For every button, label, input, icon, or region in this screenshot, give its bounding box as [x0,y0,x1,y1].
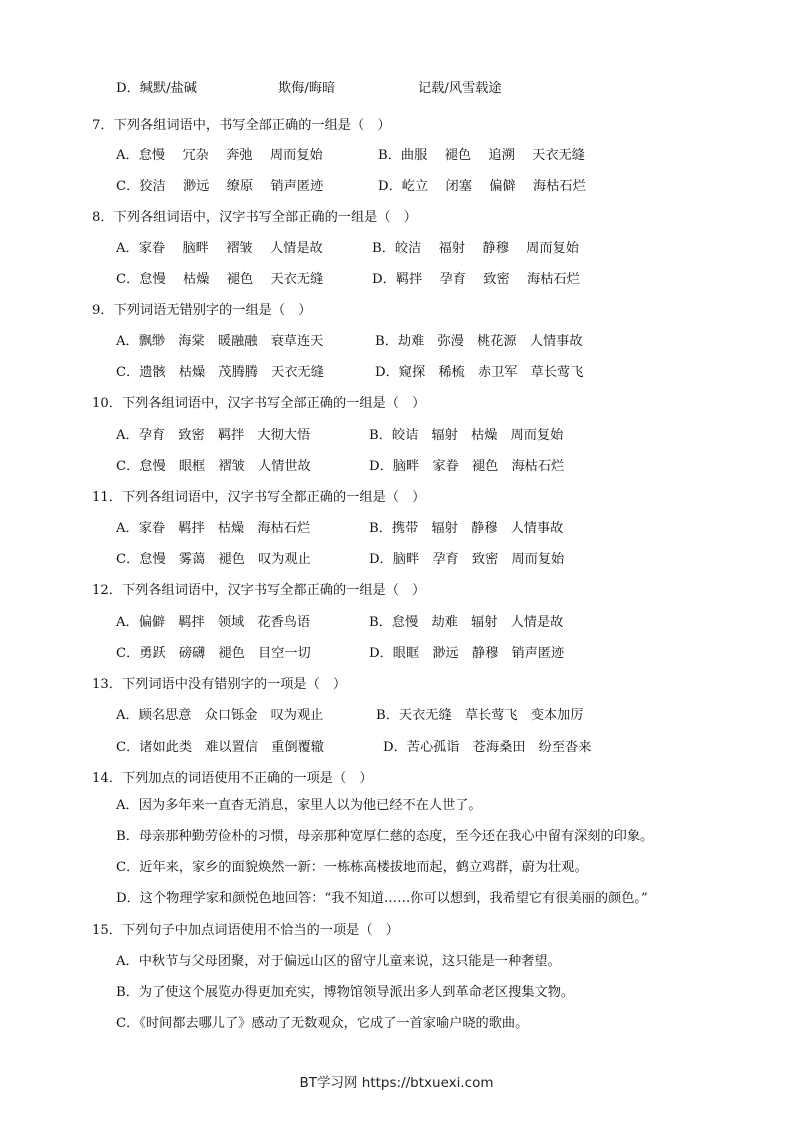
answer-option: D．苦心孤诣 苍海桑田 纷至沓来 [383,740,592,755]
answer-option: B．皎诘 辐射 枯燥 周而复始 [369,428,564,443]
question-stem: 7．下列各组词语中，书写全部正确的一组是（ ） [92,118,391,133]
question-stem: 8．下列各组词语中，汉字书写全部正确的一组是（ ） [92,210,417,225]
answer-option: B．怠慢 劫难 辐射 人情是故 [369,615,564,630]
answer-option: D．眼眶 渺远 静穆 销声匿迹 [369,646,565,661]
answer-option: C．诸如此类 难以置信 重倒覆辙 [116,740,324,755]
answer-option: A．偏僻 羁拌 领域 花香鸟语 [116,615,311,630]
question-stem: 15．下列句子中加点词语使用不恰当的一项是（ ） [92,923,399,938]
answer-option: D．这个物理学家和颜悦色地回答：“我不知道……你可以想到，我希望它有很美丽的颜色。” [116,891,648,906]
answer-option: D．缄默/盐碱 [116,81,197,96]
answer-option: B．天衣无缝 草长莺飞 变本加厉 [376,708,584,723]
answer-option: 记载/风雪载途 [418,81,502,96]
answer-option: D．羁拌 孕育 致密 海枯石烂 [372,272,580,287]
answer-option: D．窥探 稀梳 赤卫军 草长莺飞 [375,365,584,380]
answer-option: C．怠慢 眼框 褶皱 人情世故 [116,459,311,474]
answer-option: D．脑畔 家眷 褪色 海枯石烂 [369,459,565,474]
answer-option: C．《时间都去哪儿了》感动了无数观众，它成了一首家喻户晓的歌曲。 [116,1016,529,1031]
answer-option: A．因为多年来一直杳无消息，家里人以为他已经不在人世了。 [116,798,482,813]
question-stem: 10．下列各组词语中，汉字书写全部正确的一组是（ ） [92,396,426,411]
answer-option: 欺侮/晦暗 [278,81,336,96]
answer-option: A．家眷 脑畔 褶皱 人情是故 [116,241,323,256]
answer-option: A．家眷 羁拌 枯燥 海枯石烂 [116,521,311,536]
answer-option: D．屹立 闭塞 偏僻 海枯石烂 [378,179,586,194]
answer-option: C．近年来，家乡的面貌焕然一新：一栋栋高楼拔地而起，鹤立鸡群，蔚为壮观。 [116,860,588,875]
answer-option: C．怠慢 枯燥 褪色 天衣无缝 [116,272,324,287]
answer-option: B．为了使这个展览办得更加充实，博物馆领导派出多人到革命老区搜集文物。 [116,985,575,1000]
question-stem: 12．下列各组词语中，汉字书写全都正确的一组是（ ） [92,583,426,598]
answer-option: C．勇跃 磅礴 褪色 目空一切 [116,646,311,661]
answer-option: C．怠慢 雾蔼 褪色 叹为观止 [116,552,311,567]
answer-option: A．中秋节与父母团聚，对于偏远山区的留守儿童来说，这只能是一种奢望。 [116,954,561,969]
answer-option: A．怠慢 冗杂 奔弛 周而复始 [116,148,323,163]
answer-option: C．遗骸 枯燥 茂腾腾 天衣无缝 [116,365,324,380]
answer-option: B．皎洁 福射 静穆 周而复始 [372,241,579,256]
answer-option: B．携带 辐射 静穆 人情事故 [369,521,564,536]
answer-option: A．顾名思意 众口铄金 叹为观止 [116,708,324,723]
answer-option: C．狡洁 渺远 缭原 销声匿迹 [116,179,324,194]
answer-option: D．脑畔 孕育 致密 周而复始 [369,552,565,567]
answer-option: B．母亲那种勤劳俭朴的习惯，母亲那种宽厚仁慈的态度，至今还在我心中留有深刻的印象。 [116,829,654,844]
answer-option: A．孕育 致密 羁拌 大彻大悟 [116,428,311,443]
question-stem: 13．下列词语中没有错别字的一项是（ ） [92,677,347,692]
question-stem: 14．下列加点的词语使用不正确的一项是（ ） [92,771,373,786]
page-footer[interactable]: BT学习网 https://btxuexi.com [299,1075,494,1091]
answer-option: B．劫难 弥漫 桃花源 人情事故 [375,334,583,349]
answer-option: B．曲服 褪色 追溯 天衣无缝 [378,148,585,163]
question-stem: 11．下列各组词语中，汉字书写全都正确的一组是（ ） [92,490,426,505]
question-stem: 9．下列词语无错别字的一组是（ ） [92,303,312,318]
answer-option: A．飘缈 海棠 暖融融 衰草连天 [116,334,324,349]
